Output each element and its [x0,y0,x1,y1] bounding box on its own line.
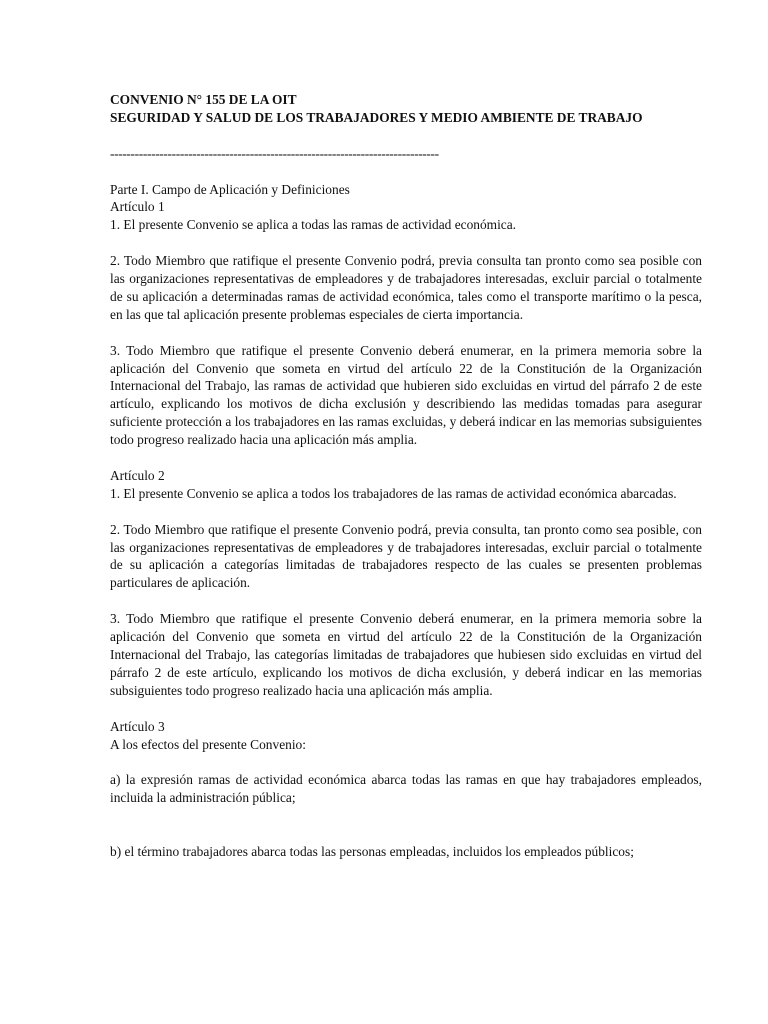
article-3-intro: A los efectos del presente Convenio: [110,736,306,752]
part-heading: Parte I. Campo de Aplicación y Definiciones [110,181,350,197]
title-line-2: SEGURIDAD Y SALUD DE LOS TRABAJADORES Y MEDIO AMBIENTE DE TRABAJO [110,109,643,125]
article-3-heading: Artículo 3 [110,718,165,734]
title-line-1: CONVENIO N° 155 DE LA OIT [110,92,297,107]
article-2-paragraph-1: 1. El presente Convenio se aplica a todos los trabajadores de las ramas de actividad económica abarcadas. [110,485,677,501]
article-1-paragraph-1: 1. El presente Convenio se aplica a todas las ramas de actividad económica. [110,217,517,233]
article-2-heading: Artículo 2 [110,467,165,483]
article-3-item-b: b) el término trabajadores abarca todas las personas empleadas, incluidos los empleados públicos; [110,843,634,859]
article-1-paragraph-3: 3. Todo Miembro que ratifique el presente Convenio deberá enumerar, en la primera memoria sobre la aplicación del Convenio que someta en virtud del artículo 22 de la Constitución de la Organización Internacional del Trabajo, las ramas de actividad que hubieren sido excluidas en virtud del párrafo 2 de este artículo, explicando los motivos de dicha exclusión y describiendo las medidas tomadas para asegurar suficiente protección a los trabajadores en las ramas excluidas, y deberá indicar en las memorias subsiguientes todo progreso realizado hacia una aplicación más amplia. [110,342,702,448]
article-2-paragraph-2: 2. Todo Miembro que ratifique el presente Convenio podrá, previa consulta, tan pronto como sea posible, con las organizaciones representativas de empleadores y de trabajadores interesadas, excluir parcial o totalmente de su aplicación a categorías limitadas de trabajadores respecto de las cuales se presenten problemas particulares de aplicación. [110,521,702,591]
article-1-heading: Artículo 1 [110,199,165,215]
article-2-paragraph-3: 3. Todo Miembro que ratifique el presente Convenio deberá enumerar, en la primera memoria sobre la aplicación del Convenio que someta en virtud del artículo 22 de la Constitución de la Organización Internacional del Trabajo, las categorías limitadas de trabajadores que hubiesen sido excluidas en virtud del párrafo 2 de este artículo, explicando los motivos de dicha exclusión, y deberá indicar en las memorias subsiguientes todo progreso realizado hacia una aplicación más amplia. [110,611,702,698]
separator-line: -------------------------------------------------------------------------------- [110,145,439,161]
document-page [110,91,702,861]
document-title [110,91,702,127]
article-3-item-a: a) la expresión ramas de actividad económica abarca todas las ramas en que hay trabajadores empleados, incluida la administración pública; [110,772,702,806]
article-1-paragraph-2: 2. Todo Miembro que ratifique el presente Convenio podrá, previa consulta tan pronto como sea posible con las organizaciones representativas de empleadores y de trabajadores interesadas, excluir parcial o totalmente de su aplicación a determinadas ramas de actividad económica, tales como el transporte marítimo o la pesca, en las que tal aplicación presente problemas especiales de cierta importancia. [110,253,702,322]
